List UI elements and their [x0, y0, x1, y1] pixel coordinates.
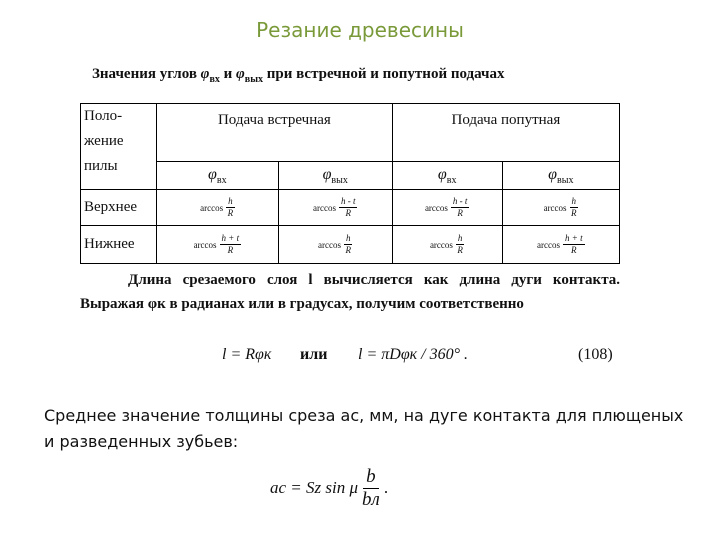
ac-end: .	[383, 478, 389, 497]
caption-sub-out: вых	[244, 74, 264, 85]
angle-header: $\varphi_{вых}$	[502, 162, 619, 190]
formula-right: l = πDφк / 360° .	[358, 346, 468, 363]
formula-number: (108)	[578, 346, 613, 363]
position-header: Поло- жение пилы	[81, 104, 157, 190]
caption-prefix: Значения углов	[92, 66, 201, 82]
caption-sub-in: вх	[209, 74, 220, 85]
table-cell: arccos $\frac{h + t}{R}$	[157, 226, 279, 264]
feed-counter-header: Подача встречная	[157, 104, 393, 162]
phi-symbol: φ	[200, 66, 210, 82]
feed-parallel-header: Подача попутная	[392, 104, 619, 162]
table-cell: arccos $\frac{h}{R}$	[502, 190, 619, 226]
row-label: Нижнее	[81, 226, 157, 264]
table-cell: arccos $\frac{h - t}{R}$	[392, 190, 502, 226]
body-text: Среднее значение толщины среза ас, мм, на дуге контакта для плющеных и разведенных зубьев:	[44, 406, 684, 451]
angles-table	[80, 103, 620, 264]
table-caption	[92, 66, 505, 85]
table-row	[81, 226, 620, 264]
formula-or: или	[300, 346, 328, 363]
slide-title: Резание древесины	[256, 18, 464, 42]
phi-symbol: φ	[236, 66, 245, 82]
formula-108	[0, 346, 720, 370]
caption-suffix: при встречной и попутной подачах	[263, 66, 505, 82]
table-cell: arccos $\frac{h - t}{R}$	[278, 190, 392, 226]
angle-header: $\varphi_{вых}$	[278, 162, 392, 190]
formula-left: l = Rφк	[222, 346, 272, 363]
row-label: Верхнее	[81, 190, 157, 226]
ac-lhs: ac = Sz sin μ	[270, 478, 359, 497]
angle-header: $\varphi_{вх}$	[392, 162, 502, 190]
arc-length-paragraph: Длина срезаемого слоя l вычисляется как длина дуги контакта. Выражая φк в радианах или в градусах, получим соответственно	[80, 272, 620, 312]
table-row	[81, 190, 620, 226]
ac-fraction: b bл	[362, 465, 380, 510]
angle-header: $\varphi_{вх}$	[157, 162, 279, 190]
caption-and: и	[219, 66, 237, 82]
table-cell: arccos $\frac{h + t}{R}$	[502, 226, 619, 264]
table-cell: arccos $\frac{h}{R}$	[392, 226, 502, 264]
table-cell: arccos $\frac{h}{R}$	[157, 190, 279, 226]
table-cell: arccos $\frac{h}{R}$	[278, 226, 392, 264]
ac-formula	[270, 458, 388, 518]
